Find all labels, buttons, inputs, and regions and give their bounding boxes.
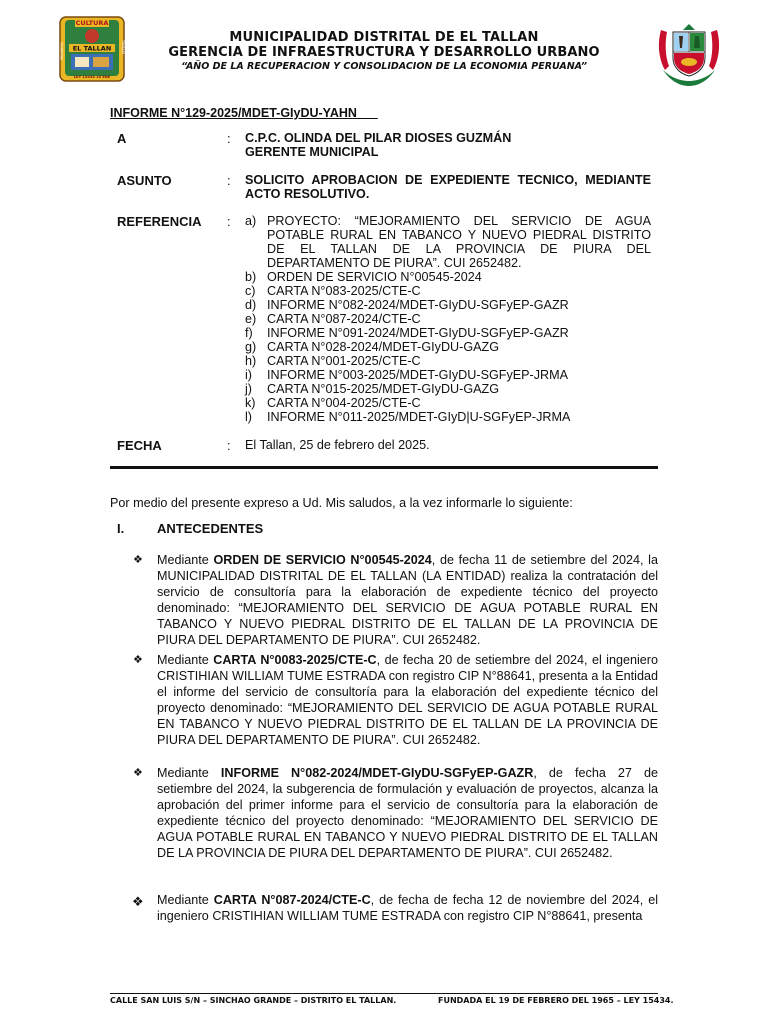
report-number-title: INFORME N°129-2025/MDET-GIyDU-YAHN [110, 106, 378, 120]
footer-founding: FUNDADA EL 19 DE FEBRERO DEL 1965 – LEY 15434. [438, 996, 674, 1005]
diamond-bullet-icon: ❖ [133, 767, 143, 779]
letterhead-department: GERENCIA DE INFRAESTRUCTURA Y DESARROLLO URBANO [168, 45, 600, 60]
reference-text: CARTA N°001-2025/CTE-C [267, 354, 421, 368]
reference-item [245, 270, 651, 284]
reference-text: ORDEN DE SERVICIO N°00545-2024 [267, 270, 482, 284]
logo-left-text: PROGRESO [60, 42, 64, 60]
section-number: I. [117, 521, 125, 536]
reference-letter: a) [245, 214, 257, 228]
field-value-fecha: El Tallan, 25 de febrero del 2025. [245, 438, 430, 452]
reference-list [245, 214, 651, 424]
paragraph-lead: Mediante [157, 766, 221, 780]
diamond-bullet-icon: ❖ [133, 554, 143, 566]
letterhead-municipality: MUNICIPALIDAD DISTRITAL DE EL TALLAN [229, 30, 539, 45]
footer-address: CALLE SAN LUIS S/N – SINCHAO GRANDE – DISTRITO EL TALLAN. [110, 996, 397, 1005]
reference-item [245, 382, 651, 396]
peru-coat-of-arms-logo [655, 20, 723, 88]
reference-letter: f) [245, 326, 253, 340]
reference-text: CARTA N°004-2025/CTE-C [267, 396, 421, 410]
field-label-fecha: FECHA [117, 438, 162, 453]
antecedent-paragraph-1 [157, 552, 658, 648]
paragraph-lead: Mediante [157, 893, 214, 907]
antecedent-paragraph-2 [157, 652, 658, 748]
paragraph-reference: CARTA N°087-2024/CTE-C [213, 893, 371, 907]
paragraph-text: , de fecha 27 de setiembre del 2024, la subgerencia de formulación y evaluación de proyectos, alcanza la aprobación del primer informe para el servicio de consultoría para la elaboración de expediente técnico del proyecto denominado: “MEJORAMIENTO DEL SERVICIO DE AGUA POTABLE RURAL EN TABANCO Y NUEVO PIEDRAL DISTRITO DE EL TALLAN DE LA PROVINCIA DE PIURA DEL DEPARTAMENTO DE PIURA”. CUI 2652482. [157, 766, 659, 860]
reference-letter: d) [245, 298, 257, 312]
reference-letter: b) [245, 270, 257, 284]
reference-item [245, 326, 651, 340]
reference-text: INFORME N°003-2025/MDET-GIyDU-SGFyEP-JRMA [267, 368, 569, 382]
recipient-name: C.P.C. OLINDA DEL PILAR DIOSES GUZMÁN [245, 131, 512, 145]
reference-text: CARTA N°083-2025/CTE-C [267, 284, 421, 298]
municipal-shield-logo [59, 16, 125, 82]
paragraph-reference: CARTA N°0083-2025/CTE-C [213, 653, 377, 667]
logo-bottom-text: LEY 15434 10 ENE [73, 75, 111, 79]
reference-letter: k) [245, 396, 256, 410]
antecedent-paragraph-3 [157, 765, 658, 861]
reference-item [245, 214, 651, 270]
paragraph-text: , de fecha de fecha 12 de noviembre del 2024, el ingeniero CRISTIHIAN WILLIAM TUME ESTRADA con registro CIP N°88641, presenta [157, 893, 659, 923]
intro-paragraph: Por medio del presente expreso a Ud. Mis saludos, a la vez informarle lo siguiente: [110, 496, 573, 510]
diamond-bullet-icon: ❖ [132, 894, 144, 909]
footer-divider [110, 993, 658, 994]
reference-letter: c) [245, 284, 256, 298]
reference-item [245, 354, 651, 368]
reference-item [245, 410, 651, 424]
paragraph-lead: Mediante [157, 553, 214, 567]
letterhead-year-motto: “AÑO DE LA RECUPERACION Y CONSOLIDACION DE LA ECONOMIA PERUANA” [181, 61, 587, 72]
reference-text: INFORME N°011-2025/MDET-GIyD|U-SGFyEP-JRMA [267, 410, 571, 424]
field-value-a [245, 131, 651, 159]
field-label-referencia: REFERENCIA [117, 214, 202, 229]
reference-item [245, 298, 651, 312]
field-colon: : [227, 438, 231, 453]
reference-letter: l) [245, 410, 252, 424]
paragraph-text: , de fecha 20 de setiembre del 2024, el ingeniero CRISTIHIAN WILLIAM TUME ESTRADA con registro CIP N°88641, presenta a la Entidad el informe del servicio de consultoría para la elaboración del expediente técnico del proyecto denominado: “MEJORAMIENTO DEL SERVICIO DE AGUA POTABLE RURAL EN TABANCO Y NUEVO PIEDRAL DISTRITO DE EL TALLAN DE LA PROVINCIA DE PIURA DEL DEPARTAMENTO DE PIURA”. CUI 2652482. [157, 653, 658, 747]
diamond-bullet-icon: ❖ [133, 654, 143, 666]
reference-text: CARTA N°028-2024/MDET-GIyDU-GAZG [267, 340, 500, 354]
logo-band-text: EL TALLAN [72, 44, 112, 53]
reference-text: CARTA N°015-2025/MDET-GIyDU-GAZG [267, 382, 500, 396]
field-colon: : [227, 214, 231, 229]
reference-text: PROYECTO: “MEJORAMIENTO DEL SERVICIO DE AGUA POTABLE RURAL EN TABANCO Y NUEVO PIEDRAL DISTRITO DE EL TALLAN DE LA PROVINCIA DE PIURA DEL DEPARTAMENTO DE PIURA”. CUI 2652482. [267, 214, 651, 270]
header-divider [110, 466, 658, 469]
reference-item [245, 340, 651, 354]
letterhead [140, 30, 628, 73]
reference-letter: i) [245, 368, 252, 382]
paragraph-lead: Mediante [157, 653, 214, 667]
field-colon: : [227, 131, 231, 146]
section-title: ANTECEDENTES [157, 521, 264, 536]
antecedent-paragraph-4 [157, 892, 658, 924]
paragraph-reference: ORDEN DE SERVICIO N°00545-2024 [213, 553, 432, 567]
reference-item [245, 312, 651, 326]
reference-item [245, 284, 651, 298]
field-value-asunto: SOLICITO APROBACION DE EXPEDIENTE TECNICO, MEDIANTE ACTO RESOLUTIVO. [245, 173, 651, 201]
logo-top-text: CULTURA [75, 19, 109, 27]
field-label-asunto: ASUNTO [117, 173, 172, 188]
reference-letter: j) [245, 382, 252, 396]
reference-letter: h) [245, 354, 257, 368]
reference-text: INFORME N°091-2024/MDET-GIyDU-SGFyEP-GAZR [267, 326, 569, 340]
logo-right-text: TRABAJO [121, 40, 125, 55]
field-colon: : [227, 173, 231, 188]
paragraph-reference: INFORME N°082-2024/MDET-GIyDU-SGFyEP-GAZR [220, 766, 534, 780]
reference-letter: e) [245, 312, 257, 326]
reference-item [245, 396, 651, 410]
reference-text: INFORME N°082-2024/MDET-GIyDU-SGFyEP-GAZR [267, 298, 569, 312]
field-label-a: A [117, 131, 127, 146]
reference-text: CARTA N°087-2024/CTE-C [267, 312, 421, 326]
reference-letter: g) [245, 340, 257, 354]
recipient-position: GERENTE MUNICIPAL [245, 145, 379, 159]
reference-item [245, 368, 651, 382]
paragraph-text: , de fecha 11 de setiembre del 2024, la MUNICIPALIDAD DISTRITAL DE EL TALLAN (LA ENTIDAD) realiza la contratación del servicio de consultoría para la elaboración de expediente técnico del proyecto denominado: “MEJORAMIENTO DEL SERVICIO DE AGUA POTABLE RURAL EN TABANCO Y NUEVO PIEDRAL DISTRITO DE EL TALLAN DE LA PROVINCIA DE PIURA DEL DEPARTAMENTO DE PIURA”. CUI 2652482. [157, 553, 658, 647]
